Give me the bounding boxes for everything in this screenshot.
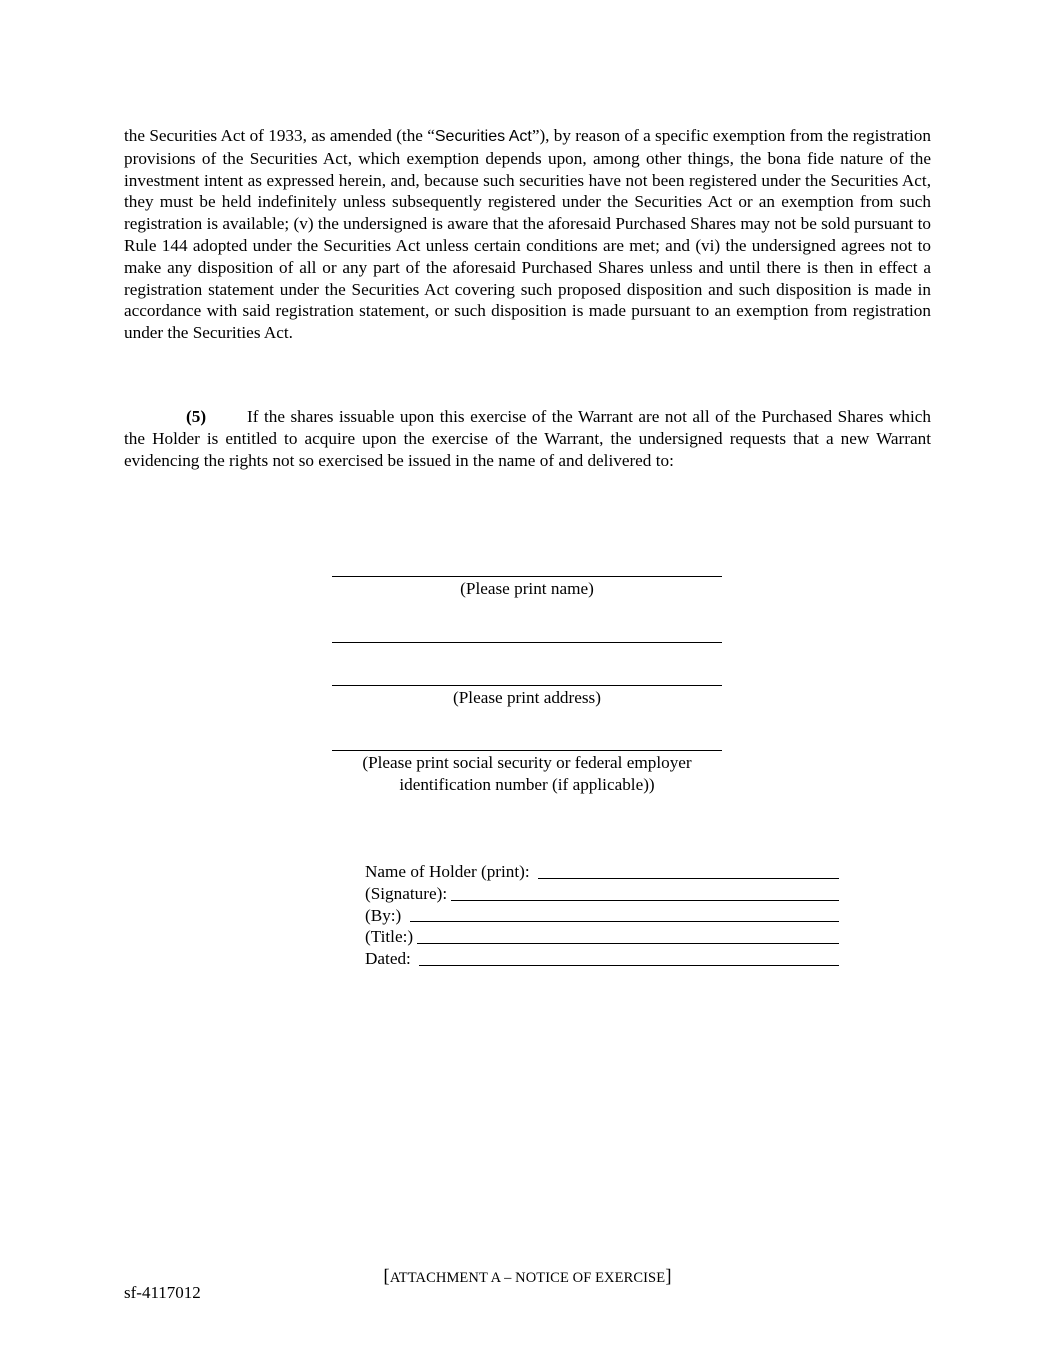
tax-id-line[interactable]: [332, 750, 722, 751]
print-address-caption: (Please print address): [453, 688, 601, 707]
address-line-1[interactable]: [332, 642, 722, 643]
document-id: sf-4117012: [124, 1283, 201, 1302]
signature-label: (Signature):: [365, 883, 452, 903]
new-warrant-paragraph: [124, 406, 931, 471]
tax-id-caption-line-1: (Please print social security or federal employer: [362, 753, 692, 772]
new-warrant-text: If the shares issuable upon this exercise of the Warrant are not all of the Purchased Shares which the Holder is entitled to acquire upon the exercise of the Warrant, the undersigned requests that a new Warrant evidencing the rights not so exercised be issued in the name of and delivered to:: [124, 407, 931, 470]
by-label: (By:): [365, 905, 410, 925]
dated-label: Dated:: [365, 949, 420, 969]
signature-field[interactable]: [451, 900, 839, 901]
address-line-2[interactable]: [332, 685, 722, 686]
tax-id-caption-line-2: identification number (if applicable)): [399, 774, 655, 794]
by-field[interactable]: [410, 921, 839, 922]
dated-field[interactable]: [419, 965, 839, 966]
attachment-label: ATTACHMENT A – NOTICE OF EXERCISE: [389, 1270, 666, 1286]
print-name-caption: (Please print name): [460, 579, 594, 598]
paragraph-text-start: the Securities Act of 1933, as amended (the “: [124, 126, 435, 145]
holder-name-field[interactable]: [538, 878, 839, 879]
footer-bracket-close: ]: [665, 1266, 672, 1287]
tax-id-caption: [332, 752, 722, 796]
title-field[interactable]: [417, 943, 839, 944]
securities-act-paragraph: [124, 125, 931, 344]
by-row: [365, 905, 839, 927]
defined-term-securities-act: Securities Act: [434, 128, 532, 145]
title-row: [365, 926, 839, 948]
title-label: (Title:): [365, 927, 418, 947]
holder-name-row: [365, 861, 839, 883]
dated-row: [365, 948, 839, 970]
paragraph-text-rest: ”), by reason of a specific exemption from the registration provisions of the Securities Act, which exemption depends upon, among other things, the bona fide nature of the investment intent as expressed herein, and, because such securities have not been registered under the Securities Act, they must be held indefinitely unless subsequently registered under the Securities Act or an exemption from such registration is available; (v) the undersigned is aware that the aforesaid Purchased Shares may not be sold pursuant to Rule 144 adopted under the Securities Act unless certain conditions are met; and (vi) the undersigned agrees not to make any disposition of all or any part of the aforesaid Purchased Shares unless and until there is then in effect a registration statement under the Securities Act covering such proposed disposition and such disposition is made in accordance with said registration statement, or such disposition is made pursuant to an exemption from registration under the Securities Act.: [124, 126, 931, 343]
item-number-5: (5): [186, 407, 207, 426]
holder-name-label: Name of Holder (print):: [365, 862, 539, 881]
print-name-line[interactable]: [332, 576, 722, 577]
holder-signature-block: [365, 861, 839, 970]
footer-bracket-open: [: [383, 1266, 390, 1287]
signature-row: [365, 883, 839, 905]
